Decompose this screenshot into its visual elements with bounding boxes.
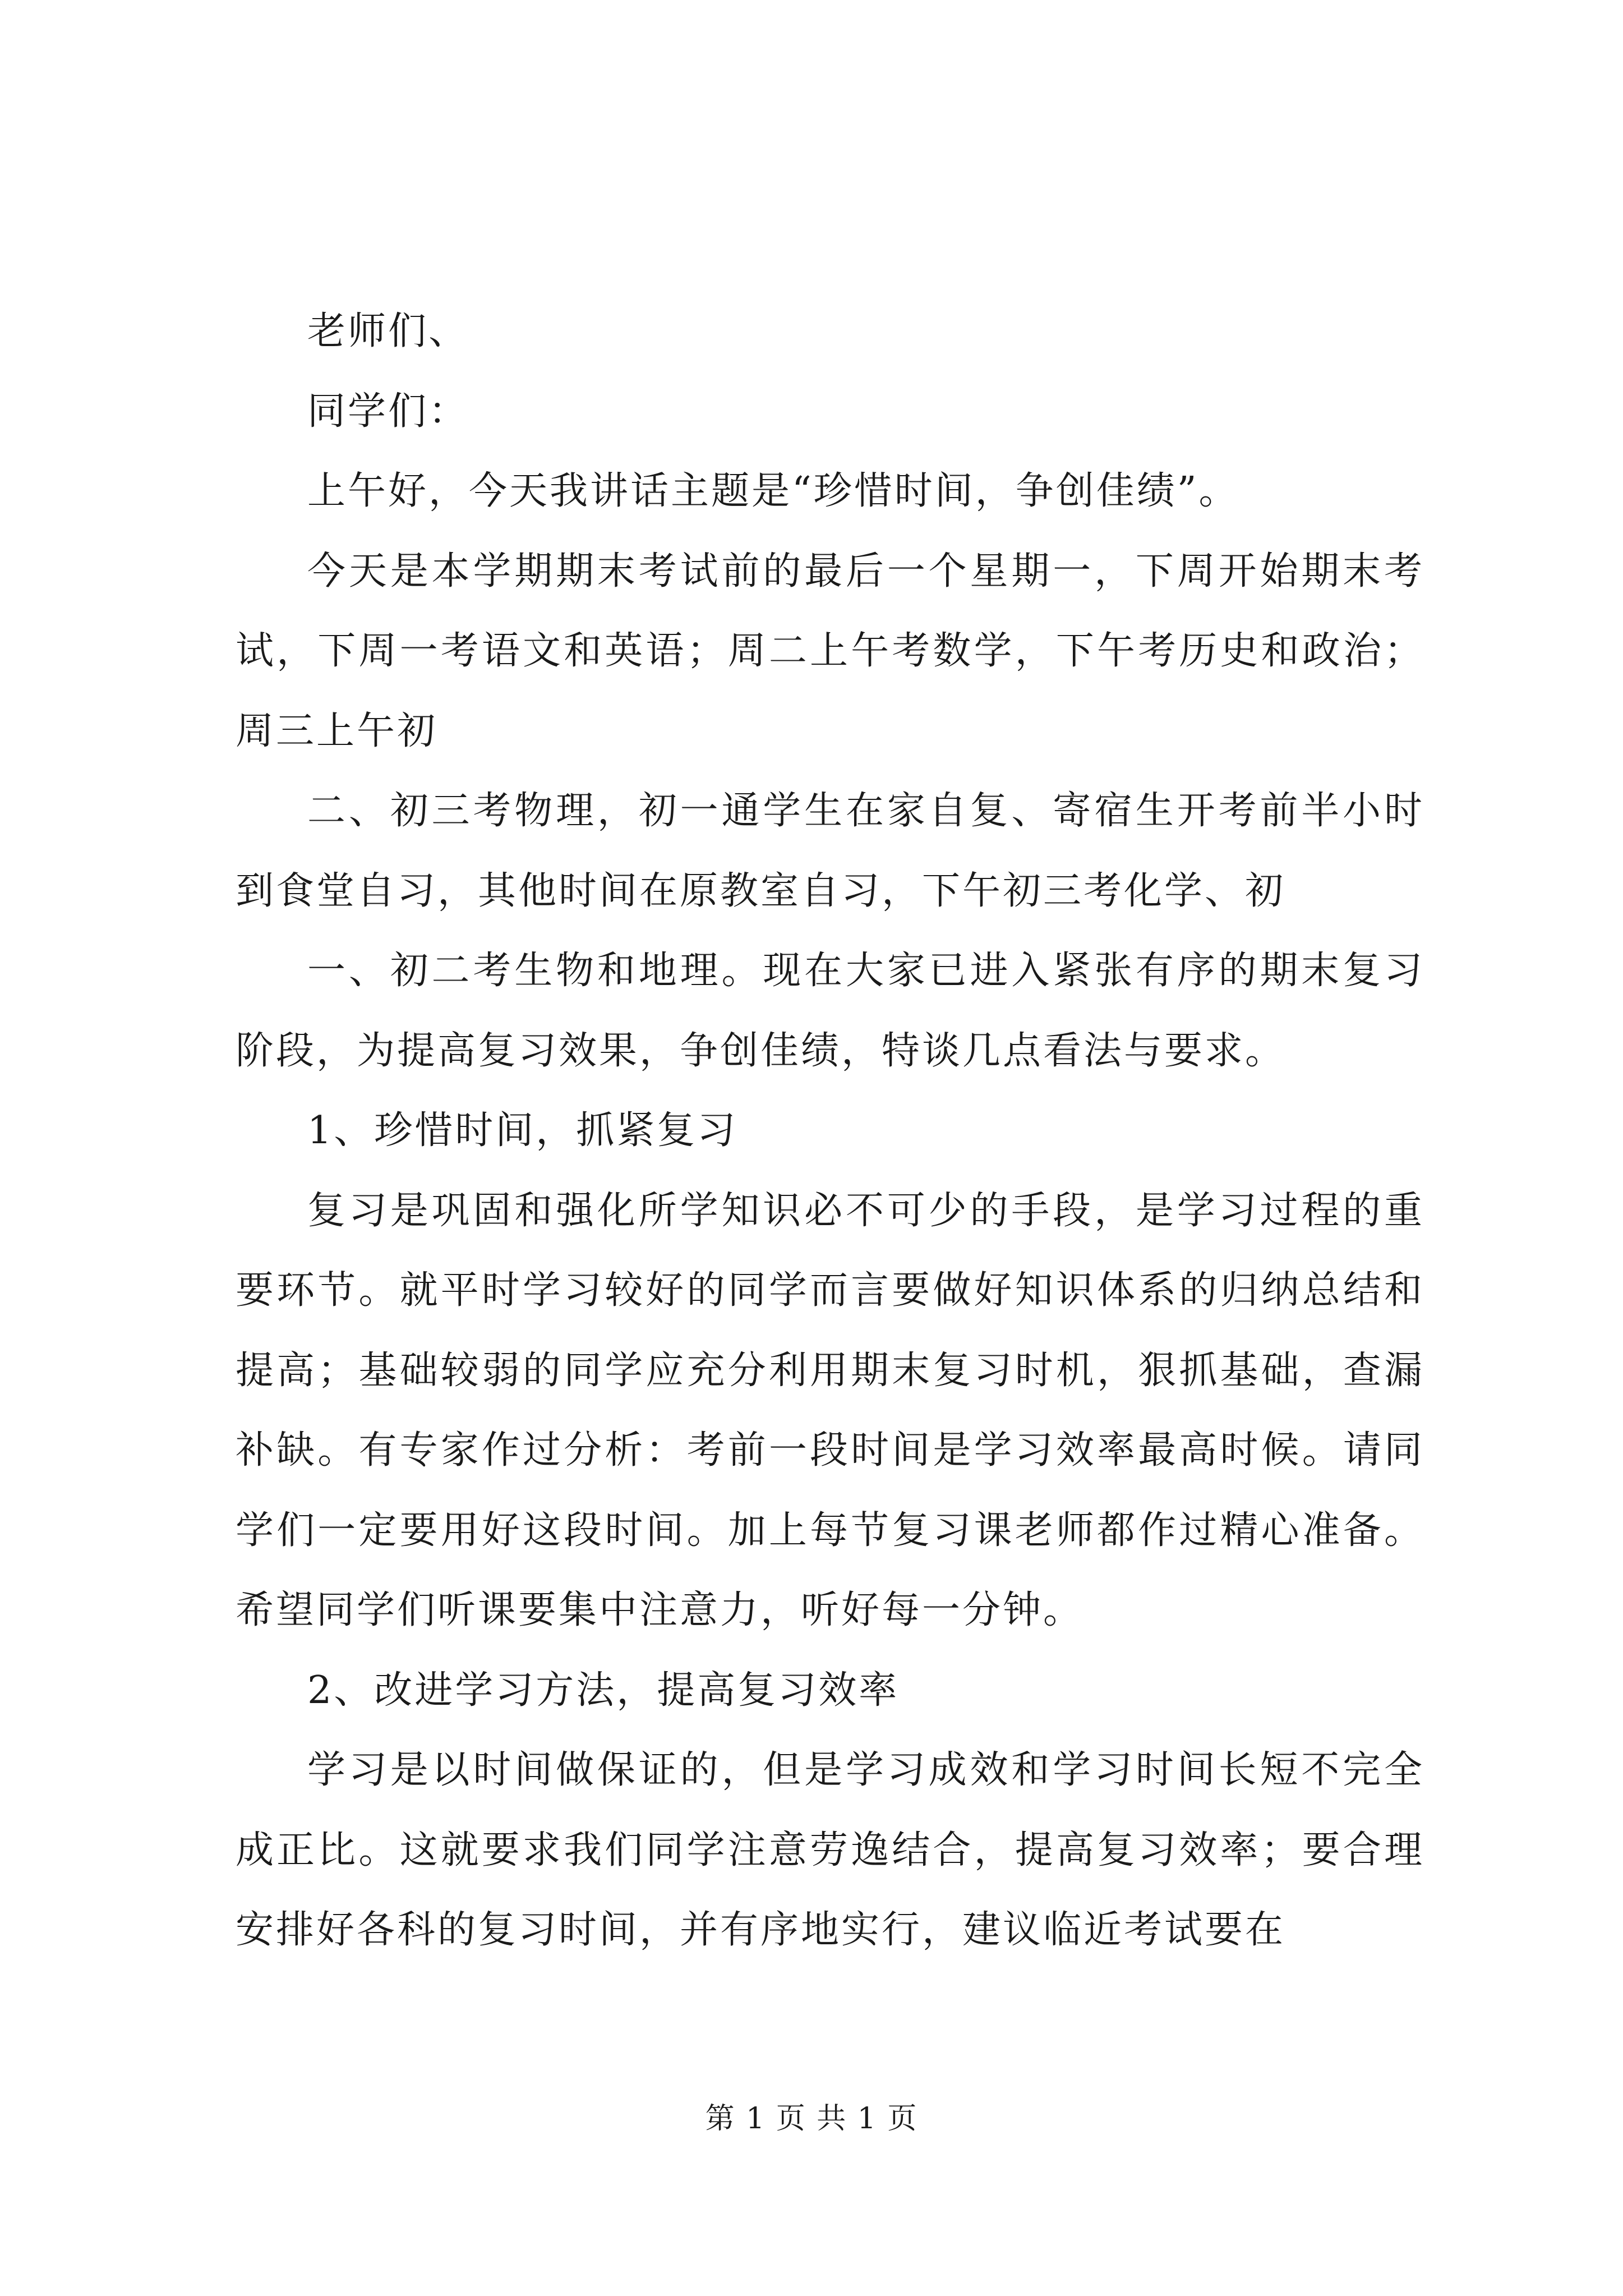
- exam-schedule-paragraph-3: 一、初二考生物和地理。现在大家已进入紧张有序的期末复习阶段，为提高复习效果，争创佳绩，特谈几点看法与要求。: [236, 949, 1424, 1073]
- section-heading-1: 1、珍惜时间，抓紧复习: [307, 1108, 738, 1153]
- salutation-teachers: 老师们、: [307, 309, 469, 353]
- page-number-footer: 第 1 页 共 1 页: [705, 2102, 918, 2136]
- exam-schedule-paragraph: 今天是本学期期末考试前的最后一个星期一，下周开始期末考试，下周一考语文和英语；周二上午考数学，下午考历史和政治；周三上午初: [236, 549, 1424, 753]
- section-heading-2: 2、改进学习方法，提高复习效率: [307, 1668, 900, 1713]
- greeting-paragraph: 上午好，今天我讲话主题是“珍惜时间，争创佳绩”。: [307, 469, 1239, 513]
- section-2-paragraph: 学习是以时间做保证的，但是学习成效和学习时间长短不完全成正比。这就要求我们同学注意劳逸结合，提高复习效率；要合理安排好各科的复习时间，并有序地实行，建议临近考试要在: [236, 1748, 1424, 1952]
- exam-schedule-paragraph-2: 二、初三考物理，初一通学生在家自复、寄宿生开考前半小时到食堂自习，其他时间在原教室自习，下午初三考化学、初: [236, 789, 1424, 913]
- document-body: [236, 292, 1424, 1971]
- section-1-paragraph: 复习是巩固和强化所学知识必不可少的手段，是学习过程的重要环节。就平时学习较好的同学而言要做好知识体系的归纳总结和提高；基础较弱的同学应充分利用期末复习时机，狠抓基础，查漏补缺。有专家作过分析：考前一段时间是学习效率最高时候。请同学们一定要用好这段时间。加上每节复习课老师都作过精心准备。希望同学们听课要集中注意力，听好每一分钟。: [236, 1188, 1424, 1632]
- salutation-students: 同学们：: [307, 389, 469, 434]
